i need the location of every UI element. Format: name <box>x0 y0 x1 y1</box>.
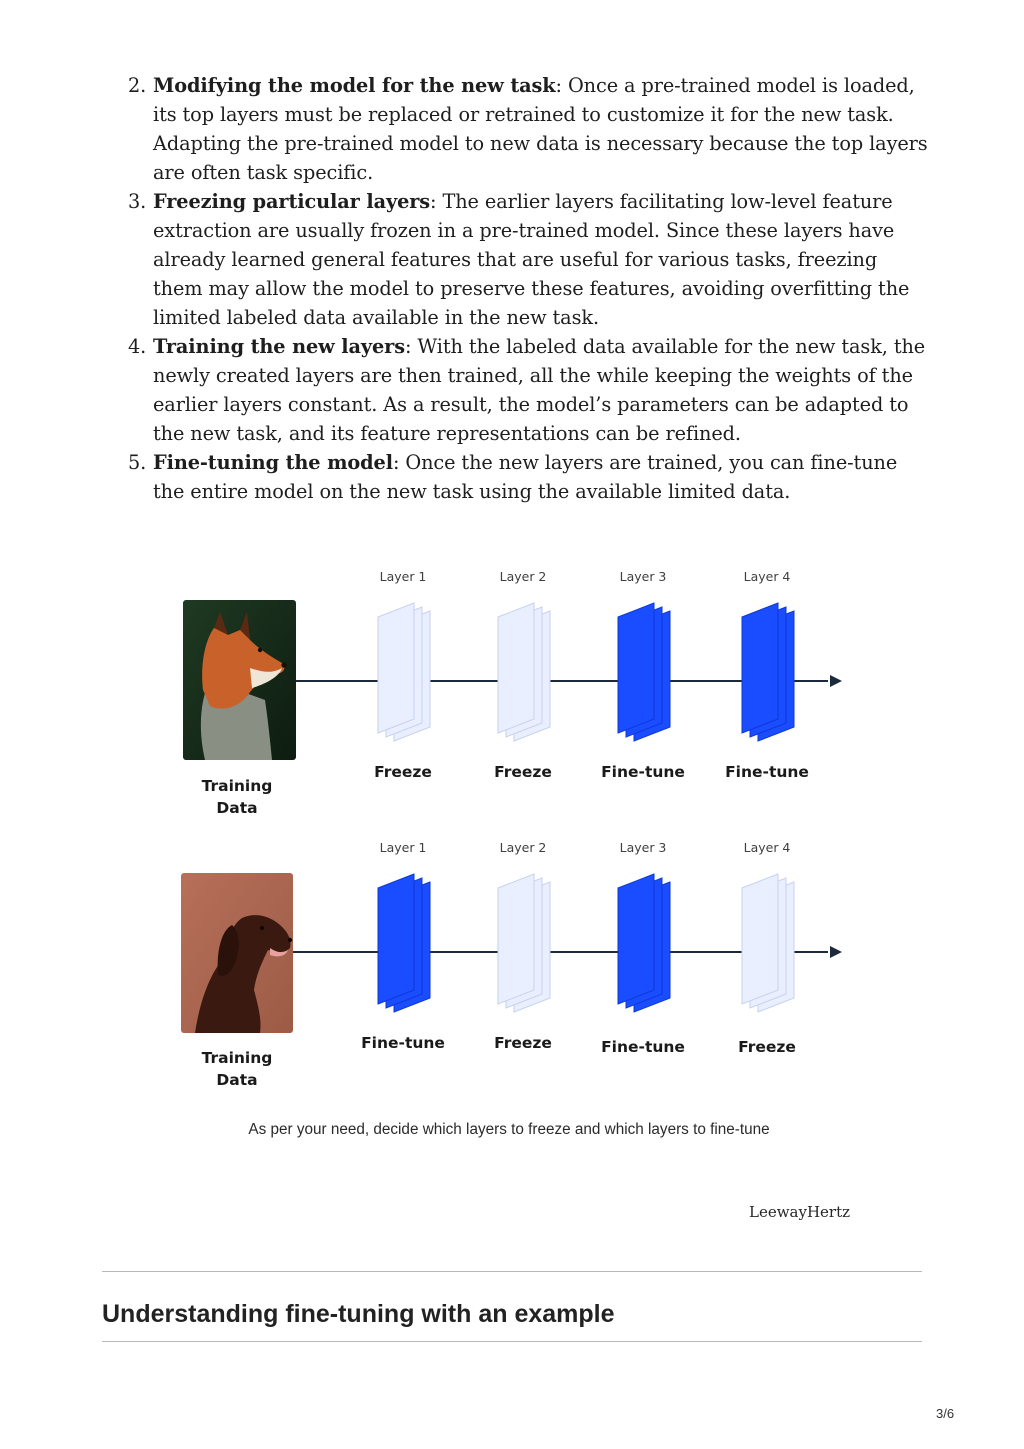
row2-layer-title: Layer 3 <box>619 840 667 855</box>
brand-logo: LeewayHertz <box>749 1203 851 1221</box>
row1-training-data-label <box>177 775 297 819</box>
divider <box>102 1341 922 1342</box>
row2-action-label: Freeze <box>494 1034 552 1052</box>
layer-stack-tuned <box>618 874 670 1012</box>
training-label-line: Training <box>201 1049 273 1067</box>
row2-training-data-label <box>177 1047 297 1091</box>
step-text: : Once a pre-trained model is loaded, its top layers must be replaced or retrained to customize it for the new task. Adapting the pre-trained model to new data is necessary because the top layers are often task specific. <box>153 74 928 184</box>
page-number: 3/6 <box>936 1406 955 1421</box>
step-title: Freezing particular layers <box>153 190 431 213</box>
row1-action-label: Fine-tune <box>725 763 809 781</box>
numbered-steps <box>128 71 928 506</box>
step-title: Fine-tuning the model <box>153 451 393 474</box>
step-text: : The earlier layers facilitating low-level feature extraction are usually frozen in a pre-trained model. Since these layers have already learned general features that are useful for various tasks, freezing them may allow the model to preserve these features, avoiding overfitting the limited labeled data available in the new task. <box>153 190 910 329</box>
list-item <box>128 187 928 332</box>
row2-action-label: Freeze <box>738 1038 796 1056</box>
list-item <box>128 332 928 448</box>
layer-stack-frozen <box>498 874 550 1012</box>
row1-layer-title: Layer 2 <box>499 569 547 584</box>
step-text: : Once the new layers are trained, you can fine-tune the entire model on the new task using the available limited data. <box>153 451 898 503</box>
row2-action-label: Fine-tune <box>361 1034 445 1052</box>
training-label-line: Training <box>201 777 273 795</box>
layer-sheet <box>742 603 778 733</box>
list-item <box>128 448 928 506</box>
layer-sheet <box>378 603 414 733</box>
layer-stack-tuned <box>742 603 794 741</box>
training-label-line: Data <box>216 799 258 817</box>
row2-layer-title: Layer 4 <box>743 840 791 855</box>
step-number: 2. <box>128 74 147 97</box>
row2-layer-title: Layer 2 <box>499 840 547 855</box>
row1-layer-title: Layer 4 <box>743 569 791 584</box>
row2-action-label: Fine-tune <box>601 1038 685 1056</box>
training-label-line: Data <box>216 1071 258 1089</box>
row1-action-label: Freeze <box>374 763 432 781</box>
layer-sheet <box>618 603 654 733</box>
layer-sheet <box>378 874 414 1004</box>
row1-action-label: Freeze <box>494 763 552 781</box>
layer-sheet <box>618 874 654 1004</box>
dog-image <box>181 873 293 1033</box>
step-title: Modifying the model for the new task <box>153 74 556 97</box>
layer-sheet <box>498 603 534 733</box>
section-heading: Understanding fine-tuning with an example <box>102 1300 615 1328</box>
row1-layer-title: Layer 1 <box>379 569 427 584</box>
layer-stack-frozen <box>498 603 550 741</box>
diagram-caption: As per your need, decide which layers to freeze and which layers to fine-tune <box>248 1121 770 1138</box>
row1-action-label: Fine-tune <box>601 763 685 781</box>
layer-stack-frozen <box>378 603 430 741</box>
layer-stack-frozen <box>742 874 794 1012</box>
list-item <box>128 71 928 187</box>
row1-layer-title: Layer 3 <box>619 569 667 584</box>
step-title: Training the new layers <box>153 335 405 358</box>
row2-layer-title: Layer 1 <box>379 840 427 855</box>
divider <box>102 1271 922 1272</box>
fox-image <box>183 600 296 760</box>
layer-stack-tuned <box>378 874 430 1012</box>
step-number: 5. <box>128 451 147 474</box>
step-text: : With the labeled data available for the new task, the newly created layers are then trained, all the while keeping the weights of the earlier layers constant. As a result, the model’s parameters can be adapted to the new task, and its feature representations can be refined. <box>153 335 926 445</box>
layer-sheet <box>742 874 778 1004</box>
layer-stack-tuned <box>618 603 670 741</box>
step-number: 3. <box>128 190 147 213</box>
step-number: 4. <box>128 335 147 358</box>
layer-sheet <box>498 874 534 1004</box>
